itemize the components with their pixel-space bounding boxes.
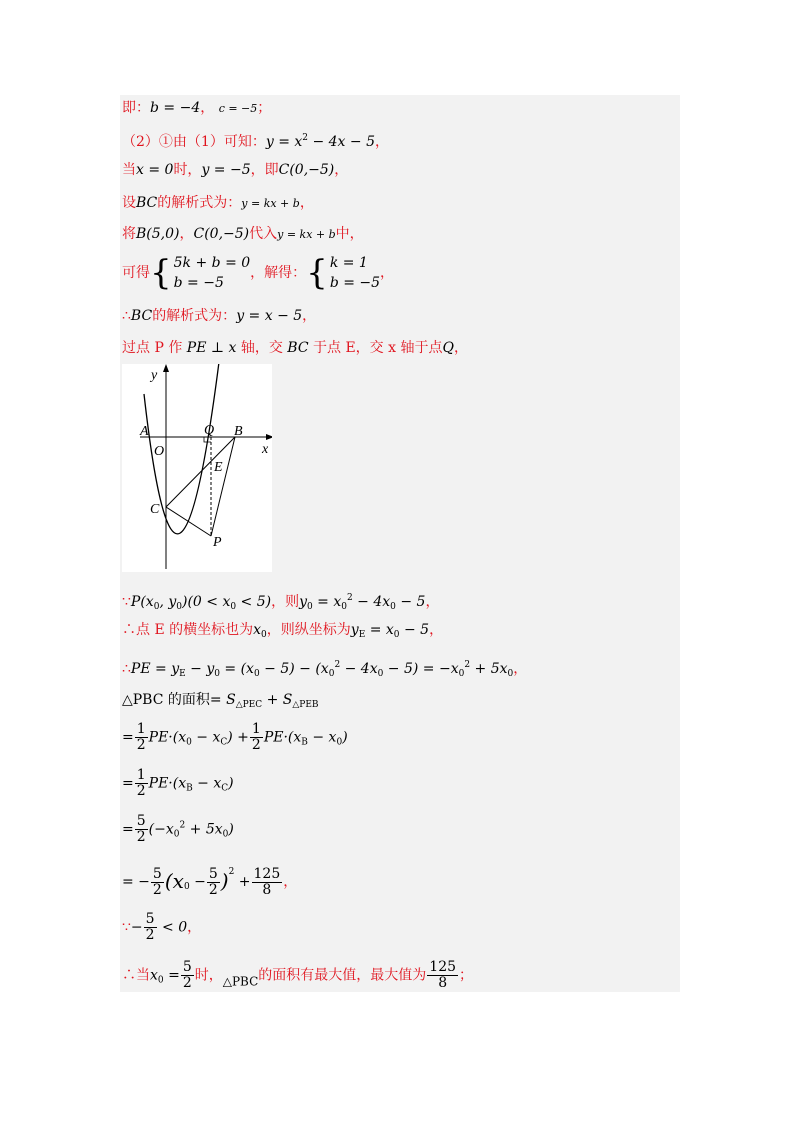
math: k = 1 <box>329 255 368 271</box>
math: − 5 <box>399 622 430 638</box>
fraction <box>135 814 148 845</box>
math: BC <box>130 308 153 324</box>
math: b = −4 <box>150 100 201 116</box>
text: ， <box>453 340 468 356</box>
math: − y <box>185 661 215 677</box>
subscript: B <box>301 737 308 748</box>
text: ， <box>299 195 314 211</box>
numerator: 5 <box>182 959 192 975</box>
text: ， <box>283 874 298 890</box>
math: − <box>189 874 206 890</box>
text: ， <box>187 919 202 936</box>
numerator: 125 <box>429 959 457 975</box>
math: P(x <box>130 594 154 610</box>
text: ∴当 <box>122 967 150 984</box>
math: ) + <box>227 729 249 746</box>
math: y = x <box>265 134 303 150</box>
math: b = −5 <box>173 275 224 291</box>
math: x = 0 <box>136 162 174 178</box>
math: C(0,−5) <box>278 162 335 178</box>
text: ∵ <box>122 594 131 610</box>
numerator: 5 <box>145 911 155 927</box>
subscript: 0 <box>390 602 396 612</box>
math: + <box>234 874 251 890</box>
text: ， <box>513 661 528 677</box>
numerator: 125 <box>253 865 281 882</box>
fraction <box>181 960 194 991</box>
text: ，解得： <box>250 265 307 281</box>
text: 可得 <box>122 265 150 281</box>
subscript: 0 <box>458 669 465 679</box>
text: ，则纵坐标为 <box>266 622 351 638</box>
subscript: 0 <box>173 829 180 840</box>
subscript: 0 <box>261 630 267 640</box>
text: 当 <box>122 162 136 178</box>
line-12 <box>122 690 319 715</box>
text: 的面积有最大值，最大值为 <box>258 967 427 984</box>
subscript: 0 <box>183 882 190 892</box>
superscript: 2 <box>464 660 471 670</box>
text: 代入 <box>249 226 278 242</box>
text: = <box>122 775 134 792</box>
math: − 5) = −x <box>383 661 459 677</box>
math: BC <box>136 195 158 211</box>
subscript: 0 <box>153 602 160 612</box>
text: ∴ <box>122 308 131 324</box>
text: ∵ <box>122 919 131 936</box>
numerator: 5 <box>136 813 146 829</box>
math: = <box>163 967 180 984</box>
line-15 <box>122 814 234 845</box>
math: PE ⊥ x <box>186 340 237 356</box>
label-q: Q <box>204 423 215 438</box>
math: Q <box>442 340 454 356</box>
text: ∴ <box>122 661 131 677</box>
line-16 <box>122 862 297 898</box>
subscript: △PEB <box>292 700 319 710</box>
denominator: 8 <box>262 881 272 898</box>
math: c = −5 <box>218 102 258 115</box>
subscript: 0 <box>507 669 514 679</box>
label-a: A <box>140 424 149 439</box>
text: ，即 <box>250 162 279 178</box>
math: y = x − 5 <box>236 308 303 324</box>
subscript: 0 <box>176 602 182 612</box>
denominator: 2 <box>136 737 146 753</box>
math: B(5,0) <box>136 226 180 242</box>
subscript: B <box>186 783 193 794</box>
math: , y <box>159 594 177 610</box>
math: − 5) − (x <box>259 661 329 677</box>
math: (−x <box>148 821 174 838</box>
superscript: 2 <box>302 133 308 143</box>
subscript: 0 <box>157 975 164 986</box>
subscript: 0 <box>186 737 192 748</box>
math: x <box>150 967 158 984</box>
text: = <box>122 729 134 746</box>
line-8 <box>122 338 468 358</box>
line-10 <box>122 620 443 645</box>
denominator: 2 <box>145 927 155 943</box>
equation-system-2 <box>330 253 380 293</box>
line-18 <box>122 960 473 992</box>
subscript: E <box>179 669 186 679</box>
math: − x <box>307 729 337 746</box>
subscript: 0 <box>336 737 343 748</box>
line-13 <box>122 722 348 753</box>
subscript: 0 <box>307 602 313 612</box>
text: 中， <box>335 226 364 242</box>
text: （2）①由（1）可知： <box>122 134 266 150</box>
math: y = −5 <box>201 162 251 178</box>
text: ， <box>429 622 444 638</box>
math: )(0 < x <box>181 594 231 610</box>
superscript: 2 <box>179 820 186 831</box>
brace: { <box>306 253 328 293</box>
math: + 5x <box>185 821 223 838</box>
math: y = kx + b <box>277 228 336 241</box>
fraction <box>135 768 148 799</box>
text: ； <box>459 967 474 984</box>
text: 轴，交 <box>236 340 288 356</box>
math: ) <box>220 869 229 893</box>
math: < 5) <box>236 594 272 610</box>
label-x: x <box>262 442 269 457</box>
parabola-figure <box>122 364 272 572</box>
math: (x <box>164 869 184 893</box>
line-1 <box>122 98 271 119</box>
text: △PBC 的面积 <box>122 692 210 708</box>
math: − x <box>191 729 221 746</box>
denominator: 2 <box>136 829 146 845</box>
text: = − <box>122 874 150 890</box>
math: − <box>130 919 143 936</box>
math: = x <box>365 622 394 638</box>
line-9 <box>122 588 439 617</box>
denominator: 2 <box>208 881 218 898</box>
denominator: 2 <box>251 737 261 753</box>
line-4 <box>122 193 314 214</box>
math: − 4x − 5 <box>308 134 375 150</box>
math: − 4x <box>352 594 391 610</box>
math: − 5 <box>395 594 426 610</box>
text: 即： <box>122 100 150 116</box>
line-pb <box>211 437 235 536</box>
text: 于点 E，交 x 轴于点 <box>308 340 443 356</box>
subscript: 0 <box>393 630 400 640</box>
label-b: B <box>234 424 243 439</box>
math: 5k + b = 0 <box>173 255 251 271</box>
math: − x <box>192 775 222 792</box>
math: = x <box>312 594 342 610</box>
superscript: 2 <box>334 660 341 670</box>
denominator: 8 <box>438 975 448 991</box>
line-17 <box>122 912 201 943</box>
math: △PBC <box>222 974 259 989</box>
text: ， <box>334 162 349 178</box>
text: 过点 P 作 <box>122 340 187 356</box>
subscript: E <box>358 630 366 640</box>
subscript: C <box>220 737 228 748</box>
label-p: P <box>213 535 222 550</box>
math: x <box>253 622 262 638</box>
label-o: O <box>154 444 165 459</box>
text: ； <box>257 100 272 116</box>
text: = <box>122 821 134 838</box>
line-bc <box>166 437 235 507</box>
fraction <box>151 867 164 898</box>
line-5 <box>122 224 364 245</box>
fraction <box>252 867 283 898</box>
label-y: y <box>151 368 158 383</box>
line-2 <box>122 128 389 152</box>
numerator: 5 <box>208 865 218 882</box>
denominator: 2 <box>182 975 192 991</box>
fraction <box>144 912 157 943</box>
subscript: 0 <box>214 669 220 679</box>
fraction <box>250 722 263 753</box>
fraction <box>135 722 148 753</box>
math: ) <box>228 821 234 838</box>
subscript: 0 <box>377 669 384 679</box>
equation-system-1 <box>174 253 251 293</box>
text: ， <box>179 226 194 242</box>
math: PE·(x <box>263 729 302 746</box>
math: PE·(x <box>148 775 187 792</box>
text: 的解析式为： <box>152 308 237 324</box>
superscript: 2 <box>228 867 235 877</box>
math: b = −5 <box>329 275 381 291</box>
subscript: 0 <box>341 602 347 612</box>
text: 的解析式为： <box>157 195 242 211</box>
fraction <box>427 960 458 991</box>
math: = S <box>209 692 236 708</box>
superscript: 2 <box>347 593 353 603</box>
brace: { <box>150 253 172 293</box>
text: ，则 <box>271 594 300 610</box>
math: + S <box>262 692 293 708</box>
label-c: C <box>150 502 160 517</box>
math: ) <box>342 729 348 746</box>
line-11 <box>122 655 527 684</box>
numerator: 5 <box>152 865 162 882</box>
math: = (x <box>219 661 254 677</box>
text: ， <box>425 594 440 610</box>
math: PE·(x <box>148 729 187 746</box>
subscript: 0 <box>253 669 260 679</box>
numerator: 1 <box>251 721 261 737</box>
text: 时， <box>173 162 202 178</box>
line-3 <box>122 160 348 180</box>
math: − 4x <box>340 661 378 677</box>
fraction <box>207 867 220 898</box>
numerator: 1 <box>136 721 146 737</box>
label-e: E <box>214 460 223 475</box>
math: BC <box>287 340 309 356</box>
line-7 <box>122 306 316 326</box>
text: ， <box>374 134 389 150</box>
subscript: 0 <box>230 602 237 612</box>
subscript: C <box>221 783 229 794</box>
subscript: △PEC <box>235 700 263 710</box>
text: ， <box>380 265 395 281</box>
line-14 <box>122 768 234 799</box>
math: PE = y <box>130 661 180 677</box>
math: + 5x <box>470 661 508 677</box>
math: C(0,−5) <box>193 226 250 242</box>
text: ， <box>302 308 317 324</box>
math: y <box>299 594 307 610</box>
denominator: 2 <box>152 881 162 898</box>
subscript: 0 <box>222 829 229 840</box>
text: 时， <box>194 967 223 984</box>
subscript: 0 <box>328 669 335 679</box>
math: y <box>350 622 359 638</box>
text: 将 <box>122 226 136 242</box>
text: 设 <box>122 195 136 211</box>
text: ∴点 E 的横坐标也为 <box>122 622 254 638</box>
math: ) <box>228 775 234 792</box>
denominator: 2 <box>136 783 146 799</box>
math: < 0 <box>157 919 188 936</box>
numerator: 1 <box>136 767 146 783</box>
text: ， <box>200 100 215 116</box>
figure-svg <box>122 364 272 572</box>
line-6 <box>122 253 394 293</box>
math: y = kx + b <box>241 197 300 210</box>
